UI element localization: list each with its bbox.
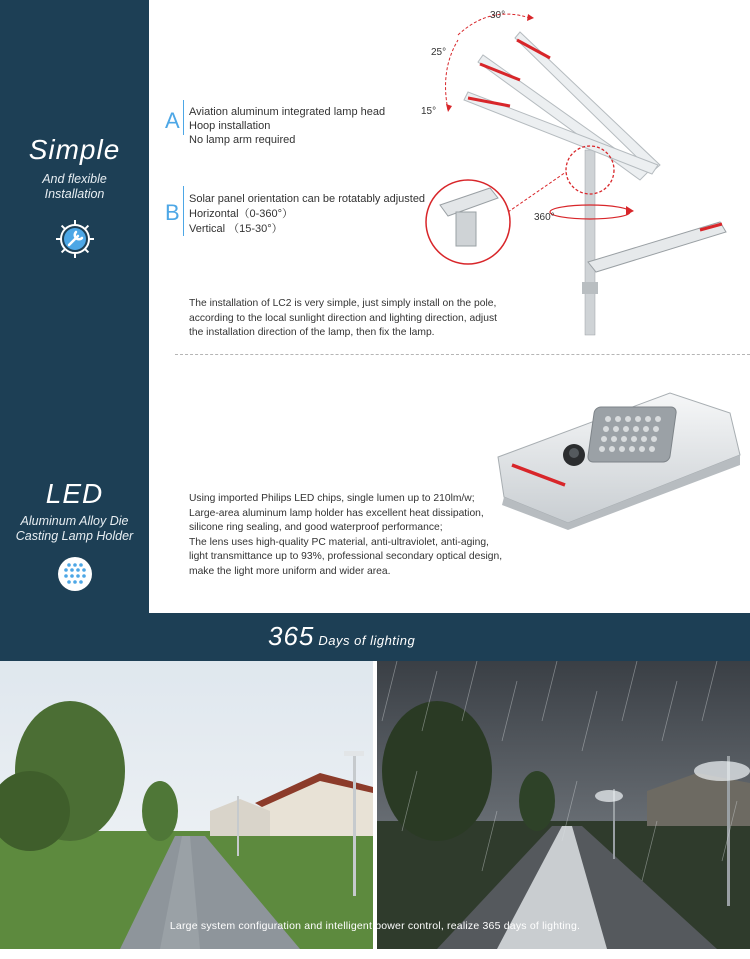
led-dots-icon <box>57 556 93 592</box>
side-panel <box>0 0 149 613</box>
angle-15-label: 15° <box>421 106 437 117</box>
install-text-line: the installation direction of the lamp, then fix the lamp. <box>189 327 435 338</box>
feature-b-bar <box>183 186 184 236</box>
feature-b-line2: Horizontal（0-360°） <box>189 208 294 220</box>
banner-number: 365 <box>268 621 315 651</box>
led-text-line: Large-area aluminum lamp holder has excellent heat dissipation, <box>189 507 484 519</box>
rainy-street-photo <box>377 661 750 949</box>
led-text-line: Using imported Philips LED chips, single lumen up to 210lm/w; <box>189 493 475 504</box>
led-text-line: light transmittance up to 93%, professional secondary optical design, <box>189 551 503 562</box>
install-description <box>189 297 497 341</box>
led-title: LED <box>45 478 104 509</box>
simple-section-header <box>0 134 149 262</box>
photo-caption: Large system configuration and intelligent power control, realize 365 days of lighting. <box>169 920 581 932</box>
led-lamp-head-illustration <box>490 385 745 530</box>
banner-text <box>268 621 415 652</box>
feature-b-line3: Vertical （15-30°） <box>189 223 283 235</box>
led-subtitle-line2: Casting Lamp Holder <box>15 529 134 543</box>
simple-title: Simple <box>28 134 121 165</box>
angle-25-label: 25° <box>431 47 447 58</box>
simple-subtitle-line2: Installation <box>44 187 105 201</box>
gear-wrench-icon <box>52 216 98 262</box>
feature-a-letter: A <box>165 108 180 133</box>
angle-30-label: 30° <box>490 10 506 21</box>
feature-a-line3: No lamp arm required <box>189 134 296 146</box>
lighting-banner <box>0 613 750 661</box>
simple-subtitle-line1: And flexible <box>42 172 107 186</box>
led-subtitle-line1: Aluminum Alloy Die <box>20 514 129 528</box>
daytime-street-photo <box>0 661 373 949</box>
feature-a-bar <box>183 100 184 135</box>
install-text-line: The installation of LC2 is very simple, just simply install on the pole, <box>189 298 497 309</box>
led-text-line: The lens uses high-quality PC material, anti-ultraviolet, anti-aging, <box>189 536 489 548</box>
section-divider <box>175 354 750 355</box>
led-description <box>189 492 502 579</box>
led-text-line: make the light more uniform and wider area. <box>189 565 391 577</box>
feature-a-line1: Aviation aluminum integrated lamp head <box>189 106 386 118</box>
feature-a-line2: Hoop installation <box>189 120 271 132</box>
street-lamp-illustration <box>420 0 750 340</box>
angle-360-label: 360° <box>534 212 555 223</box>
install-text-line: according to the local sunlight direction and lighting direction, adjust <box>189 312 497 324</box>
feature-b-letter: B <box>165 200 180 225</box>
banner-label: Days of lighting <box>318 633 416 648</box>
feature-b-line1: Solar panel orientation can be rotatably adjusted <box>189 193 426 205</box>
led-section-header <box>0 478 149 592</box>
led-text-line: silicone ring sealing, and good waterproof performance; <box>189 522 443 533</box>
